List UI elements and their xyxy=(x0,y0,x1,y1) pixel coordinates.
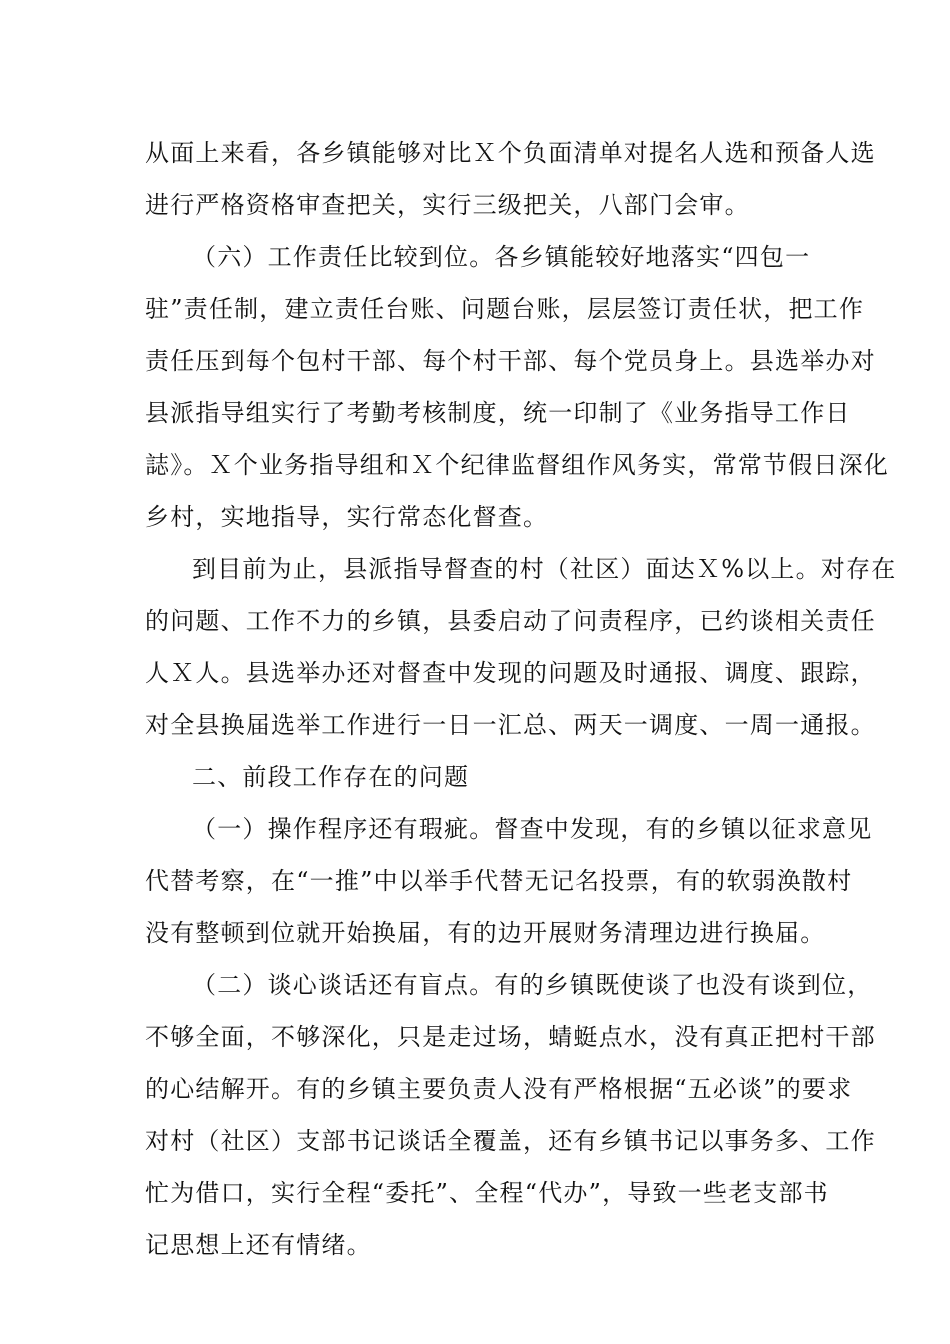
text-line: 驻”责任制，建立责任台账、问题台账，层层签订责任状，把工作 xyxy=(145,295,865,323)
section-heading-6: （六）工作责任比较到位。各乡镇能较好地落实“四包一 xyxy=(192,243,811,271)
subsection-heading-2: （二）谈心谈话还有盲点。有的乡镇既使谈了也没有谈到位， xyxy=(192,971,873,999)
text-line: 人Ｘ人。县选举办还对督查中发现的问题及时通报、调度、跟踪， xyxy=(145,659,876,687)
text-line: 县派指导组实行了考勤考核制度，统一印制了《业务指导工作日 xyxy=(145,399,851,427)
text-line: 誌》。Ｘ个业务指导组和Ｘ个纪律监督组作风务实，常常节假日深化 xyxy=(145,451,889,479)
text-line: 进行严格资格审查把关，实行三级把关，八部门会审。 xyxy=(145,191,750,219)
text-line: 代替考察，在“一推”中以举手代替无记名投票，有的软弱涣散村 xyxy=(145,867,853,895)
text-line: 对全县换届选举工作进行一日一汇总、两天一调度、一周一通报。 xyxy=(145,711,876,739)
document-page xyxy=(145,127,897,1271)
section-heading-2: 二、前段工作存在的问题 xyxy=(192,763,470,791)
text-line: 忙为借口，实行全程“委托”、全程“代办”，导致一些老支部书 xyxy=(145,1179,829,1207)
text-line: 记思想上还有情绪。 xyxy=(145,1231,372,1259)
text-line: 责任压到每个包村干部、每个村干部、每个党员身上。县选举办对 xyxy=(145,347,876,375)
text-line: 的心结解开。有的乡镇主要负责人没有严格根据“五必谈”的要求 xyxy=(145,1075,853,1103)
paragraph-start: 到目前为止，县派指导督查的村（社区）面达Ｘ%以上。对存在 xyxy=(192,555,897,583)
text-line: 不够全面，不够深化，只是走过场，蜻蜓点水，没有真正把村干部 xyxy=(145,1023,876,1051)
text-line: 乡村，实地指导，实行常态化督查。 xyxy=(145,503,549,531)
text-line: 的问题、工作不力的乡镇，县委启动了问责程序，已约谈相关责任 xyxy=(145,607,876,635)
text-line: 从面上来看，各乡镇能够对比Ｘ个负面清单对提名人选和预备人选 xyxy=(145,139,876,167)
text-line: 对村（社区）支部书记谈话全覆盖，还有乡镇书记以事务多、工作 xyxy=(145,1127,876,1155)
text-line: 没有整顿到位就开始换届，有的边开展财务清理边进行换届。 xyxy=(145,919,826,947)
subsection-heading-1: （一）操作程序还有瑕疵。督查中发现，有的乡镇以征求意见 xyxy=(192,815,873,843)
